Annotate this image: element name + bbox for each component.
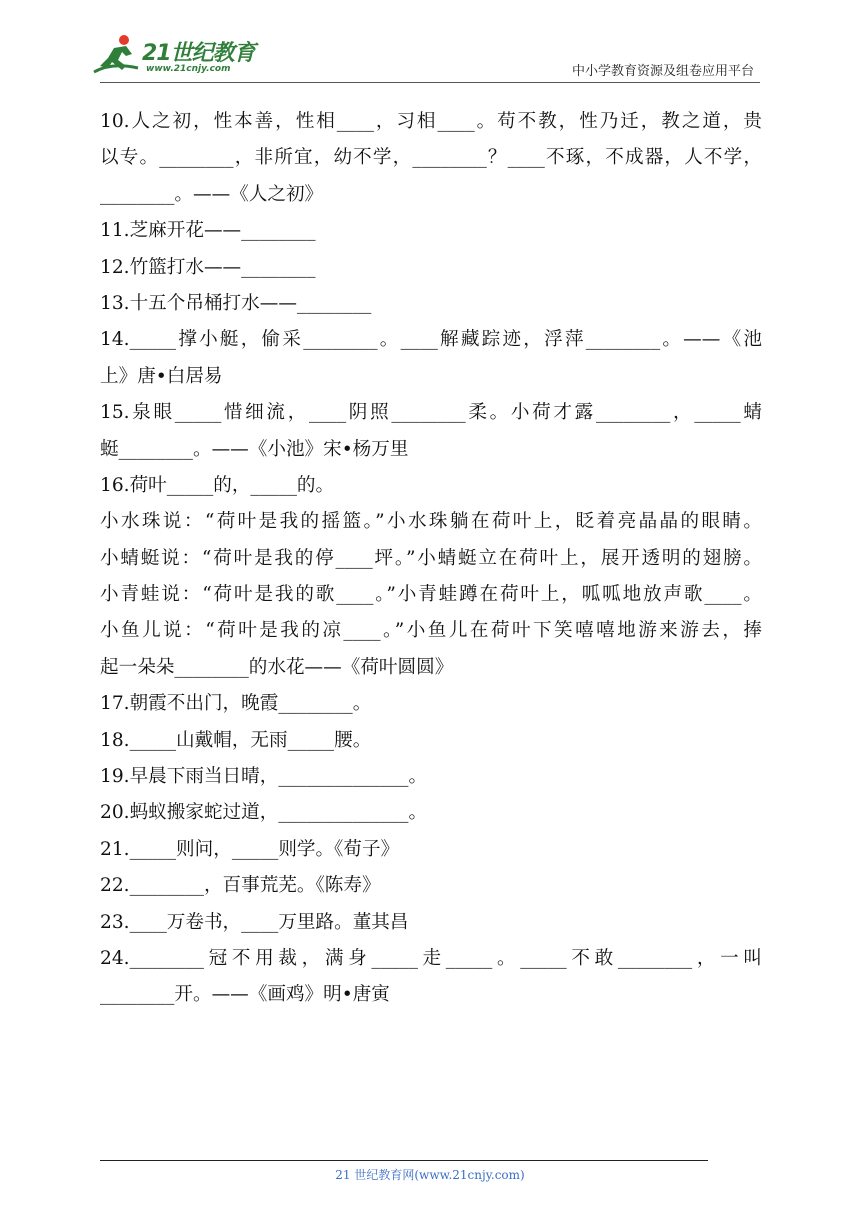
text-line: 21._____则问，_____则学。《荀子》	[100, 838, 400, 860]
text-line: 小青蛙说：“荷叶是我的歌____。”小青蛙蹲在荷叶上，呱呱地放声歌____。	[100, 584, 762, 606]
header-divider	[100, 82, 760, 83]
text-line: ________。——《人之初》	[100, 183, 324, 205]
document-body	[100, 104, 762, 1014]
text-line: 小鱼儿说：“荷叶是我的凉____。”小鱼儿在荷叶下笑嘻嘻地游来游去，捧	[100, 620, 762, 642]
footer-divider	[100, 1160, 708, 1161]
text-line: 14._____撑小艇，偷采________。____解藏踪迹，浮萍________。——《池	[100, 329, 762, 351]
text-line: ________开。——《画鸡》明•唐寅	[100, 984, 390, 1006]
text-line: 起一朵朵________的水花——《荷叶圆圆》	[100, 656, 454, 678]
text-line: 24.________冠不用裁，满身_____走_____。_____不敢________，一叫	[100, 947, 762, 969]
logo-url: www.21cnjy.com	[146, 64, 231, 74]
text-line: 12.竹篮打水——________	[100, 256, 316, 278]
text-line: 23.____万卷书，____万里路。董其昌	[100, 911, 409, 933]
text-line: 20.蚂蚁搬家蛇过道，______________。	[100, 802, 428, 824]
platform-name: 中小学教育资源及组卷应用平台	[571, 64, 754, 79]
text-line: 13.十五个吊桶打水——________	[100, 292, 372, 314]
footer-text[interactable]: 21 世纪教育网(www.21cnjy.com)	[335, 1168, 525, 1182]
text-line: 16.荷叶_____的，_____的。	[100, 474, 335, 496]
text-line: 22.________，百事荒芜。《陈寿》	[100, 875, 381, 897]
text-line: 19.早晨下雨当日晴，______________。	[100, 766, 428, 788]
page-header	[0, 0, 860, 90]
text-line: 上》唐•白居易	[100, 365, 223, 387]
runner-logo-icon	[92, 32, 142, 76]
text-line: 蜓________。——《小池》宋•杨万里	[100, 438, 409, 460]
text-line: 小水珠说：“荷叶是我的摇篮。”小水珠躺在荷叶上，眨着亮晶晶的眼睛。	[100, 511, 762, 533]
logo-text: 21世纪教育	[142, 41, 255, 66]
logo	[92, 30, 262, 80]
text-line: 以专。________，非所宜，幼不学，________？____不琢，不成器，人不学，	[100, 147, 762, 169]
text-line: 17.朝霞不出门，晚霞________。	[100, 693, 372, 715]
text-line: 10.人之初，性本善，性相____，习相____。苟不教，性乃迁，教之道，贵	[100, 111, 762, 132]
text-line: 15.泉眼_____惜细流，____阴照________柔。小荷才露________，_____蜻	[100, 402, 762, 424]
text-line: 18._____山戴帽，无雨_____腰。	[100, 729, 372, 751]
text-line: 小蜻蜓说：“荷叶是我的停____坪。”小蜻蜓立在荷叶上，展开透明的翅膀。	[100, 547, 762, 569]
text-line: 11.芝麻开花——________	[100, 220, 316, 242]
